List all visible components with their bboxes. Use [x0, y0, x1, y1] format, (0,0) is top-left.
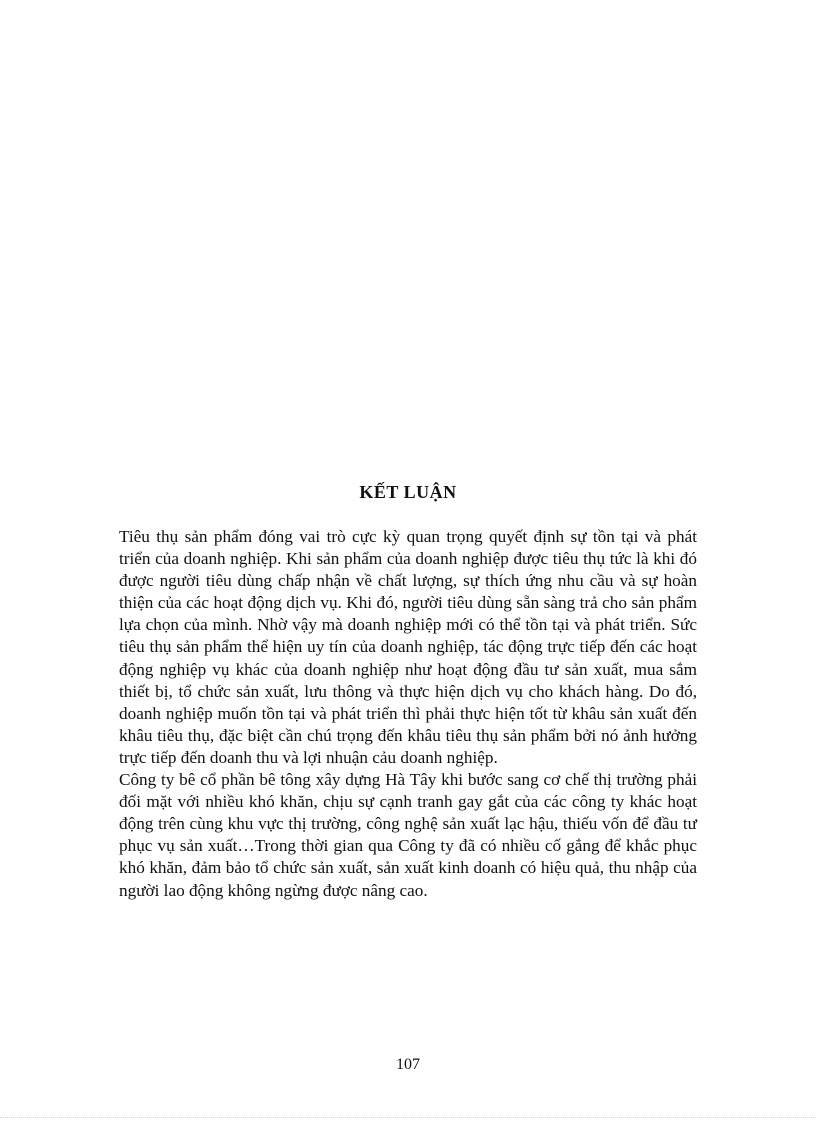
body-text — [119, 526, 697, 902]
page-number: 107 — [396, 1056, 420, 1073]
section-heading: KẾT LUẬN — [359, 482, 457, 502]
footer-divider — [0, 1117, 816, 1118]
paragraph-1: Tiêu thụ sản phẩm đóng vai trò cực kỳ quan trọng quyết định sự tồn tại và phát triển của doanh nghiệp. Khi sản phẩm của doanh nghiệp được tiêu thụ tức là khi đó được người tiêu dùng chấp nhận về chất lượng, sự thích ứng nhu cầu và sự hoàn thiện của các hoạt động dịch vụ. Khi đó, người tiêu dùng sẵn sàng trả cho sản phẩm lựa chọn của mình. Nhờ vậy mà doanh nghiệp mới có thể tồn tại và phát triển. Sức tiêu thụ sản phẩm thể hiện uy tín của doanh nghiệp, tác động trực tiếp đến các hoạt động nghiệp vụ khác của doanh nghiệp như hoạt động đầu tư sản xuất, mua sắm thiết bị, tổ chức sản xuất, lưu thông và thực hiện dịch vụ cho khách hàng. Do đó, doanh nghiệp muốn tồn tại và phát triển thì phải thực hiện tốt từ khâu sản xuất đến khâu tiêu thụ, đặc biệt cần chú trọng đến khâu tiêu thụ sản phẩm bởi nó ảnh hưởng trực tiếp đến doanh thu và lợi nhuận cảu doanh nghiệp. — [119, 527, 697, 767]
paragraph-2: Công ty bê cổ phần bê tông xây dựng Hà Tây khi bước sang cơ chế thị trường phải đối mặt với nhiều khó khăn, chịu sự cạnh tranh gay gắt của các công ty khác hoạt động trên cùng khu vực thị trường, công nghệ sản xuất lạc hậu, thiếu vốn để đầu tư phục vụ sản xuất…Trong thời gian qua Công ty đã có nhiều cố gắng để khắc phục khó khăn, đảm bảo tổ chức sản xuất, sản xuất kinh doanh có hiệu quả, thu nhập của người lao động không ngừng được nâng cao. — [119, 770, 697, 900]
